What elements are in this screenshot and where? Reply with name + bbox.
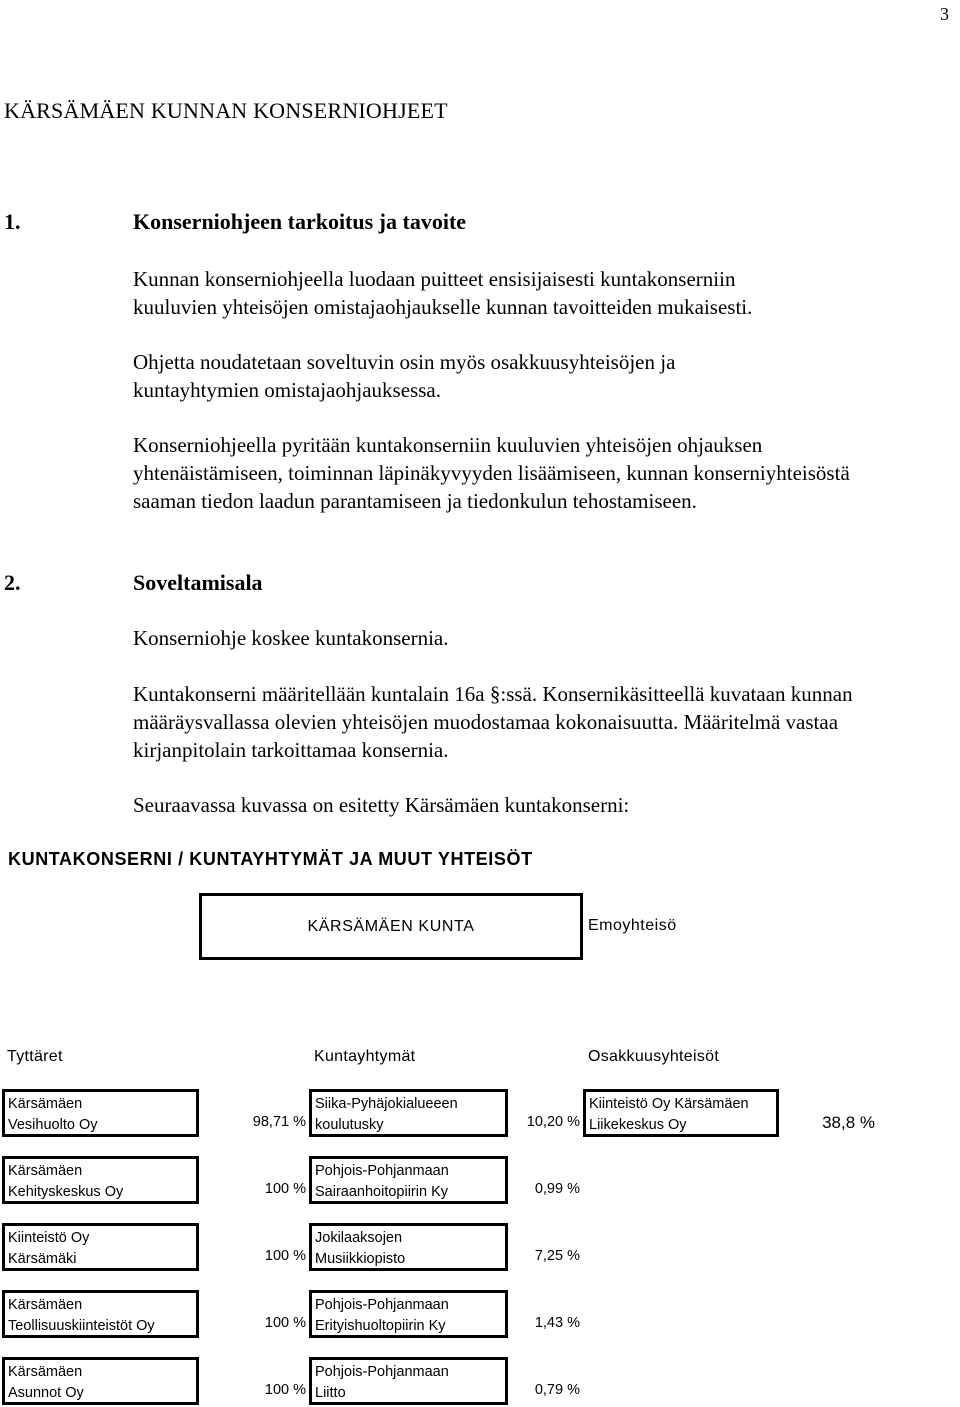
entity-name-line: Liikekeskus Oy [589, 1117, 687, 1133]
federation-share-pct: 7,25 % [534, 1248, 580, 1264]
entity-name-line: Vesihuolto Oy [8, 1117, 98, 1133]
federation-box [309, 1156, 508, 1204]
federation-share-pct: 0,79 % [534, 1382, 580, 1398]
section-2-number: 2. [4, 570, 21, 595]
subsidiary-box [2, 1223, 199, 1271]
associate-name [589, 1094, 749, 1136]
subsidiary-box [2, 1357, 199, 1405]
federation-box [309, 1089, 508, 1137]
subsidiary-name [8, 1295, 155, 1337]
section-1-paragraph-2 [133, 348, 675, 404]
entity-name-line: Siika-Pyhäjokialueeen [315, 1096, 458, 1112]
text-line: saaman tiedon laadun parantamiseen ja tiedonkulun tehostamiseen. [133, 489, 697, 513]
text-line: Ohjetta noudatetaan soveltuvin osin myös osakkuusyhteisöjen ja [133, 350, 676, 374]
federation-box [309, 1290, 508, 1338]
parent-entity-box [199, 893, 583, 960]
text-line: kuuluvien yhteisöjen omistajaohjaukselle kunnan tavoitteiden mukaisesti. [133, 295, 753, 319]
associate-box [583, 1089, 779, 1137]
text-line: määräysvallassa olevien yhteisöjen muodostamaa kokonaisuutta. Määritelmä vastaa [133, 710, 839, 734]
subsidiary-ownership-pct: 100 % [264, 1248, 306, 1264]
entity-name-line: Kärsämäki [8, 1251, 77, 1267]
entity-name-line: Pohjois-Pohjanmaan [315, 1163, 449, 1179]
subsidiary-ownership-pct: 100 % [264, 1181, 306, 1197]
section-1-heading: Konserniohjeen tarkoitus ja tavoite [133, 209, 467, 234]
parent-entity-name: KÄRSÄMÄEN KUNTA [307, 918, 475, 935]
entity-name-line: Kärsämäen [8, 1163, 83, 1179]
entity-name-line: Asunnot Oy [8, 1385, 84, 1401]
subsidiary-name [8, 1362, 84, 1404]
entity-name-line: Kärsämäen [8, 1364, 83, 1380]
page-number: 3 [940, 4, 949, 24]
document-title: KÄRSÄMÄEN KUNNAN KONSERNIOHJEET [4, 98, 448, 123]
section-1-number: 1. [4, 209, 21, 234]
subsidiary-ownership-pct: 100 % [264, 1315, 306, 1331]
parent-entity-label: Emoyhteisö [588, 917, 677, 934]
federation-name [315, 1094, 458, 1136]
subsidiary-name [8, 1161, 123, 1203]
federation-share-pct: 1,43 % [534, 1315, 580, 1331]
section-1-paragraph-3 [133, 431, 850, 515]
column-heading-associates: Osakkuusyhteisöt [588, 1048, 720, 1065]
text-line: yhtenäistämiseen, toiminnan läpinäkyvyyden lisäämiseen, kunnan konserniyhteisöstä [133, 461, 850, 485]
text-line: kirjanpitolain tarkoittamaa konsernia. [133, 738, 449, 762]
entity-name-line: Pohjois-Pohjanmaan [315, 1297, 449, 1313]
federation-share-pct: 0,99 % [534, 1181, 580, 1197]
entity-name-line: Musiikkiopisto [315, 1251, 406, 1267]
entity-name-line: Pohjois-Pohjanmaan [315, 1364, 449, 1380]
text-line: Konserniohjeella pyritään kuntakonserniin kuuluvien yhteisöjen ohjauksen [133, 433, 763, 457]
subsidiary-box [2, 1290, 199, 1338]
subsidiary-name [8, 1228, 89, 1270]
federation-name [315, 1228, 405, 1270]
section-2-heading: Soveltamisala [133, 570, 263, 595]
column-heading-federations: Kuntayhtymät [314, 1048, 416, 1065]
org-chart-title: KUNTAKONSERNI / KUNTAYHTYMÄT JA MUUT YHTEISÖT [8, 849, 533, 869]
federation-share-pct: 10,20 % [526, 1114, 580, 1130]
text-line: Seuraavassa kuvassa on esitetty Kärsämäen kuntakonserni: [133, 793, 630, 817]
entity-name-line: Kiinteistö Oy Kärsämäen [589, 1096, 749, 1112]
section-2-paragraph-1 [133, 624, 449, 652]
section-2-paragraph-2 [133, 680, 853, 764]
entity-name-line: Erityishuoltopiirin Ky [315, 1318, 446, 1334]
entity-name-line: koulutusky [315, 1117, 384, 1133]
entity-name-line: Liitto [315, 1385, 346, 1401]
text-line: Konserniohje koskee kuntakonsernia. [133, 626, 449, 650]
entity-name-line: Kiinteistö Oy [8, 1230, 90, 1246]
entity-name-line: Kärsämäen [8, 1096, 83, 1112]
federation-name [315, 1161, 449, 1203]
text-line: kuntayhtymien omistajaohjauksessa. [133, 378, 441, 402]
associate-share-pct: 38,8 % [822, 1113, 875, 1132]
subsidiary-box [2, 1089, 199, 1137]
entity-name-line: Kehityskeskus Oy [8, 1184, 124, 1200]
federation-name [315, 1362, 449, 1404]
section-2-paragraph-3 [133, 791, 629, 819]
entity-name-line: Teollisuuskiinteistöt Oy [8, 1318, 155, 1334]
section-1-paragraph-1 [133, 265, 752, 321]
subsidiary-name [8, 1094, 97, 1136]
column-heading-subsidiaries: Tyttäret [7, 1048, 63, 1065]
subsidiary-ownership-pct: 100 % [264, 1382, 306, 1398]
subsidiary-ownership-pct: 98,71 % [252, 1114, 306, 1130]
subsidiary-box [2, 1156, 199, 1204]
entity-name-line: Sairaanhoitopiirin Ky [315, 1184, 448, 1200]
federation-box [309, 1357, 508, 1405]
federation-box [309, 1223, 508, 1271]
entity-name-line: Jokilaaksojen [315, 1230, 403, 1246]
text-line: Kunnan konserniohjeella luodaan puitteet ensisijaisesti kuntakonserniin [133, 267, 736, 291]
text-line: Kuntakonserni määritellään kuntalain 16a §:ssä. Konsernikäsitteellä kuvataan kunnan [133, 682, 853, 706]
federation-name [315, 1295, 449, 1337]
entity-name-line: Kärsämäen [8, 1297, 83, 1313]
